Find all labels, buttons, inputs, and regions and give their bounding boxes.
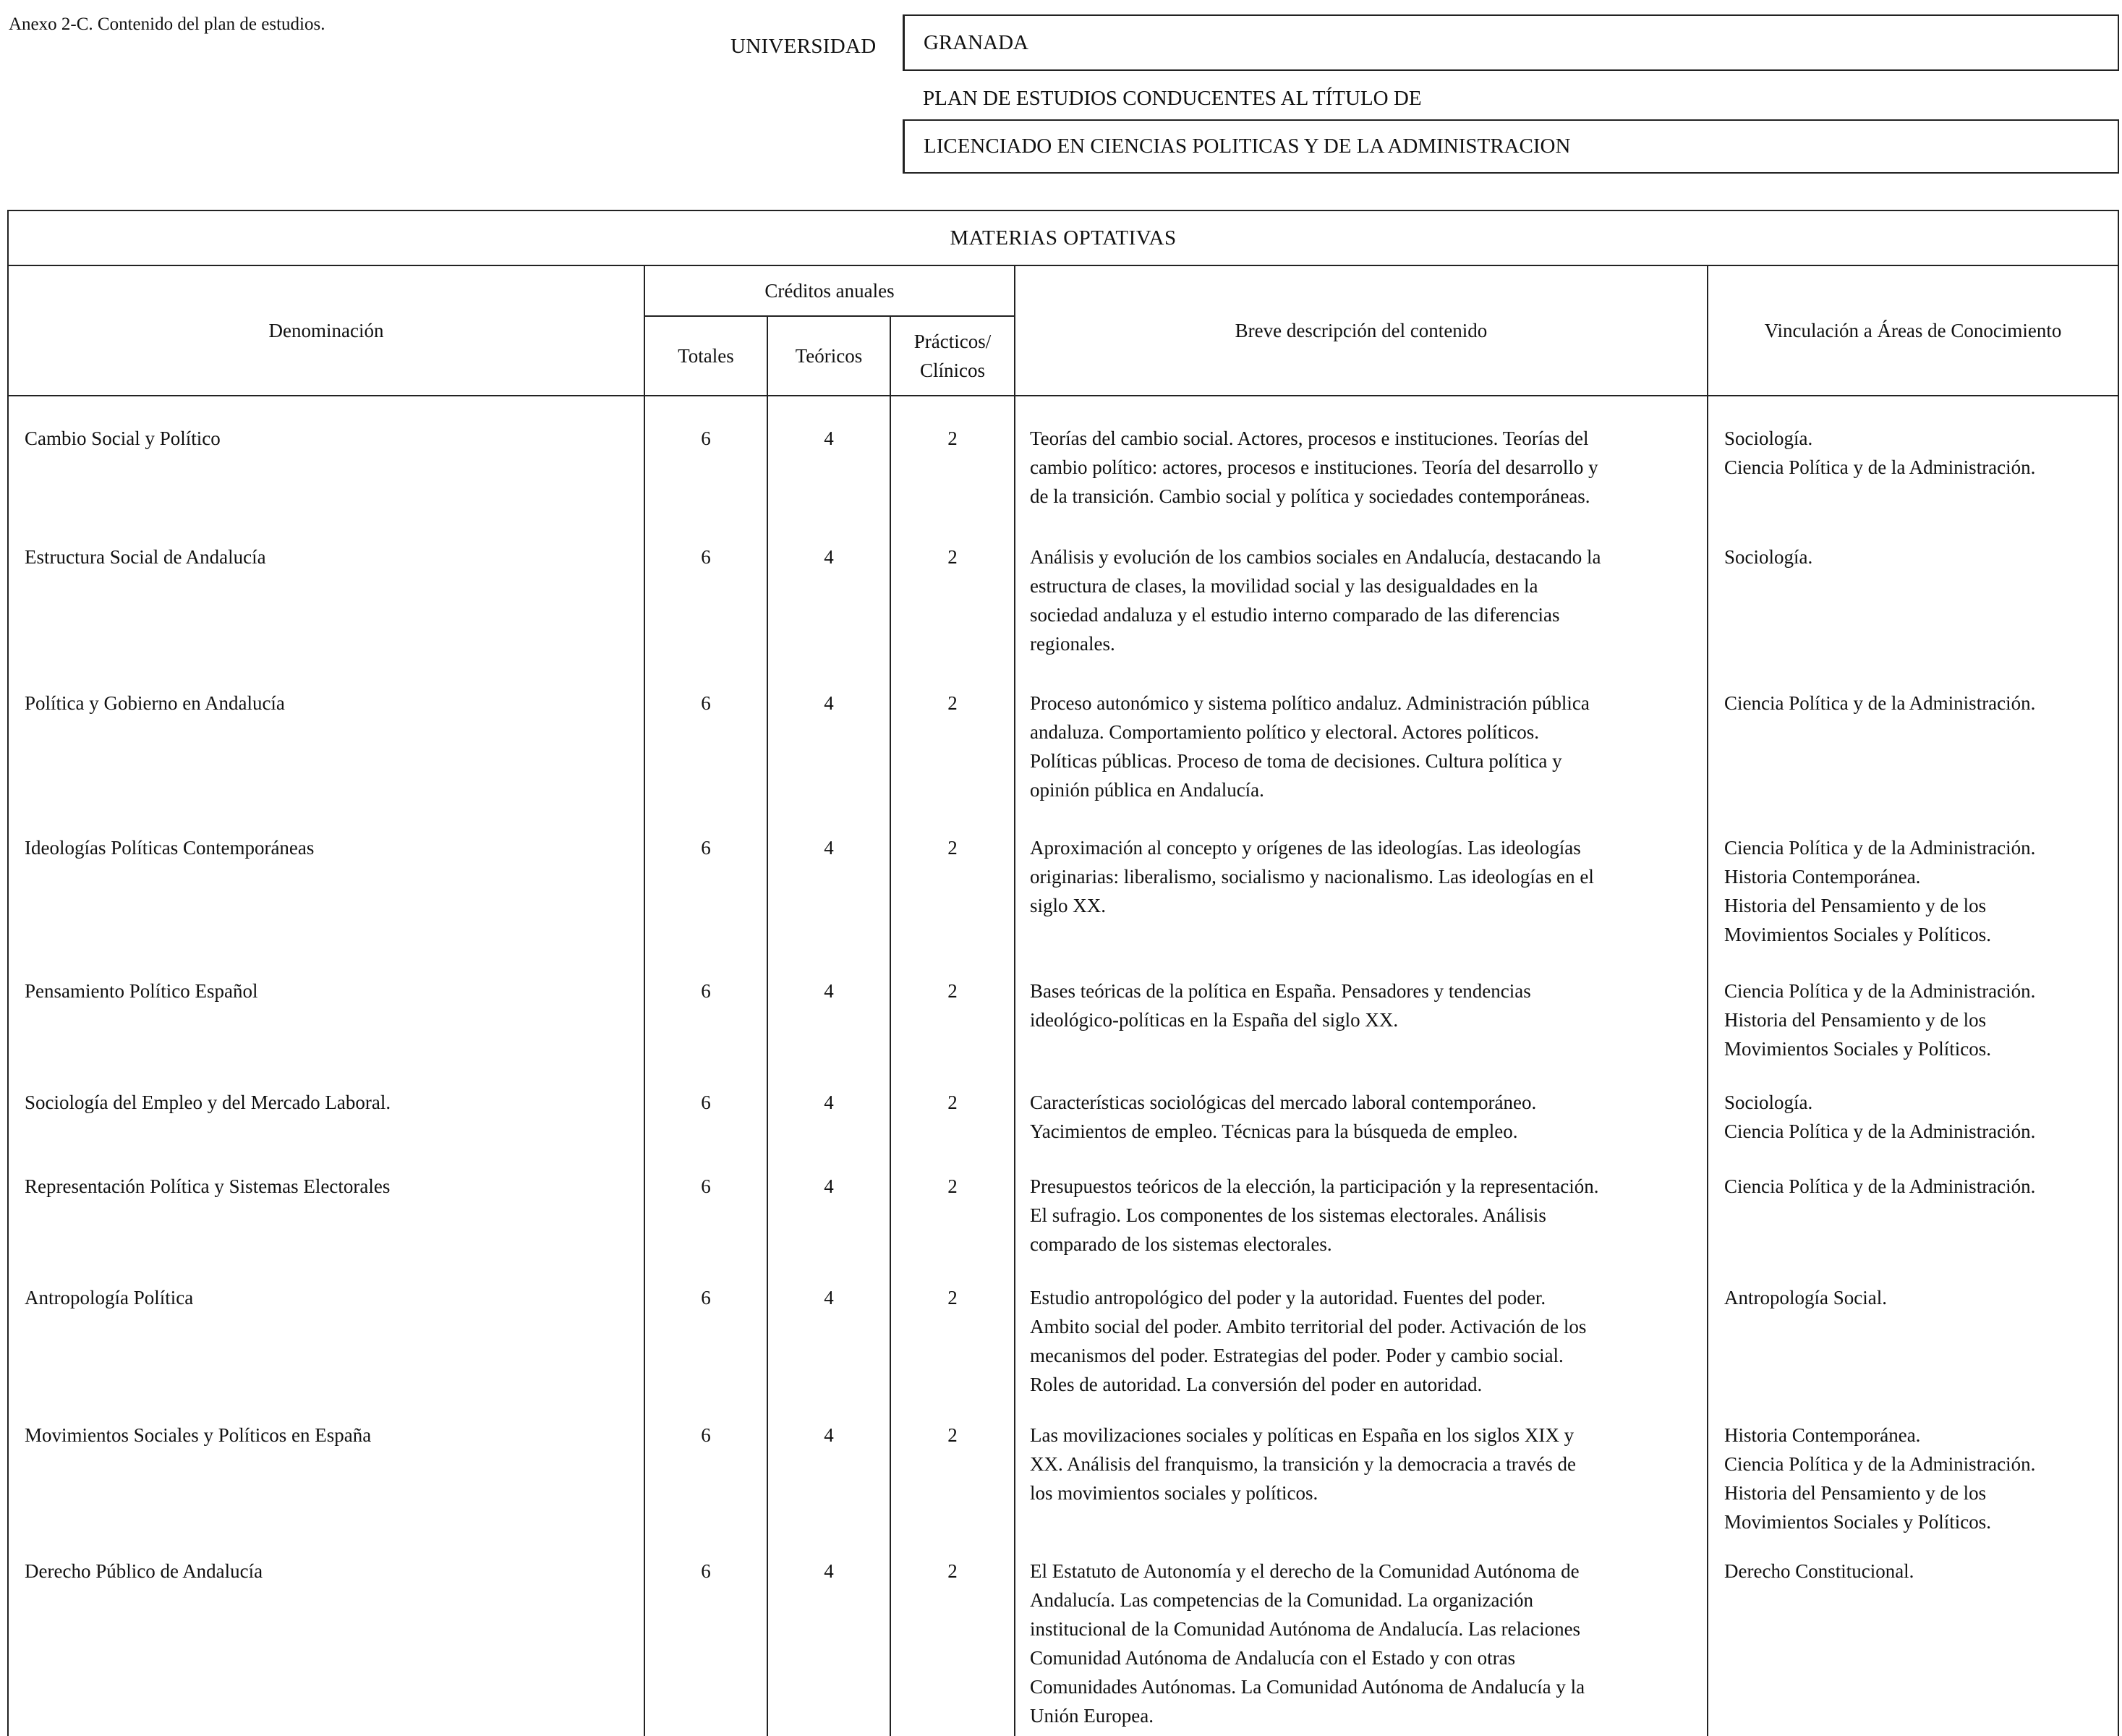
credits-practical: 2 — [890, 1548, 1015, 1736]
credits-total: 6 — [644, 1548, 767, 1736]
subject-description — [1015, 1157, 1708, 1270]
knowledge-area: Historia del Pensamiento y de los — [1724, 895, 1987, 916]
university-label: UNIVERSIDAD — [730, 35, 877, 58]
description-line: Estudio antropológico del poder y la autoridad. Fuentes del poder. — [1030, 1287, 1546, 1309]
description-line: El Estatuto de Autonomía y el derecho de la Comunidad Autónoma de — [1030, 1560, 1580, 1582]
description-line: Bases teóricas de la política en España. Pensadores y tendencias — [1030, 980, 1531, 1002]
subject-description — [1015, 522, 1708, 670]
subject-description — [1015, 1270, 1708, 1410]
table-row — [8, 961, 2118, 1075]
knowledge-areas — [1708, 1548, 2118, 1736]
knowledge-areas — [1708, 816, 2118, 961]
subject-name: Antropología Política — [8, 1270, 644, 1410]
subject-name: Cambio Social y Político — [8, 396, 644, 522]
description-line: cambio político: actores, procesos e instituciones. Teoría del desarrollo y — [1030, 456, 1598, 478]
col-header-total: Totales — [644, 316, 767, 396]
subject-description — [1015, 1075, 1708, 1157]
table-row — [8, 1157, 2118, 1270]
description-line: Análisis y evolución de los cambios sociales en Andalucía, destacando la — [1030, 546, 1601, 568]
description-line: Las movilizaciones sociales y políticas en España en los siglos XIX y — [1030, 1424, 1575, 1446]
knowledge-area: Movimientos Sociales y Políticos. — [1724, 924, 1991, 945]
subject-name: Pensamiento Político Español — [8, 961, 644, 1075]
knowledge-area: Movimientos Sociales y Políticos. — [1724, 1511, 1991, 1533]
subject-name: Derecho Público de Andalucía — [8, 1548, 644, 1736]
table-row — [8, 522, 2118, 670]
credits-total: 6 — [644, 816, 767, 961]
credits-total: 6 — [644, 1075, 767, 1157]
description-line: El sufragio. Los componentes de los sistemas electorales. Análisis — [1030, 1204, 1546, 1226]
subject-description — [1015, 816, 1708, 961]
description-line: de la transición. Cambio social y política y sociedades contemporáneas. — [1030, 485, 1590, 507]
description-line: opinión pública en Andalucía. — [1030, 779, 1264, 801]
description-line: institucional de la Comunidad Autónoma de Andalucía. Las relaciones — [1030, 1618, 1581, 1640]
credits-theory: 4 — [767, 1075, 890, 1157]
knowledge-areas — [1708, 670, 2118, 816]
description-line: Andalucía. Las competencias de la Comunidad. La organización — [1030, 1589, 1534, 1611]
knowledge-area: Ciencia Política y de la Administración. — [1724, 1453, 2036, 1475]
description-line: los movimientos sociales y políticos. — [1030, 1482, 1318, 1504]
description-line: Presupuestos teóricos de la elección, la participación y la representación. — [1030, 1175, 1599, 1197]
description-line: Ambito social del poder. Ambito territorial del poder. Activación de los — [1030, 1316, 1587, 1337]
description-line: siglo XX. — [1030, 895, 1107, 916]
credits-practical: 2 — [890, 1075, 1015, 1157]
credits-total: 6 — [644, 670, 767, 816]
credits-practical: 2 — [890, 816, 1015, 961]
knowledge-areas — [1708, 522, 2118, 670]
knowledge-areas — [1708, 1270, 2118, 1410]
col-header-theory: Teóricos — [767, 316, 890, 396]
description-line: Yacimientos de empleo. Técnicas para la búsqueda de empleo. — [1030, 1120, 1518, 1142]
col-header-practical — [890, 316, 1015, 396]
subject-description — [1015, 961, 1708, 1075]
credits-practical: 2 — [890, 522, 1015, 670]
table-row — [8, 670, 2118, 816]
plan-title: PLAN DE ESTUDIOS CONDUCENTES AL TÍTULO DE — [923, 87, 1422, 110]
subjects-table — [7, 210, 2119, 1736]
credits-total: 6 — [644, 1270, 767, 1410]
knowledge-area: Ciencia Política y de la Administración. — [1724, 837, 2036, 859]
subject-description — [1015, 670, 1708, 816]
knowledge-area: Ciencia Política y de la Administración. — [1724, 980, 2036, 1002]
description-line: ideológico-políticas en la España del siglo XX. — [1030, 1009, 1399, 1031]
credits-theory: 4 — [767, 1270, 890, 1410]
section-title: MATERIAS OPTATIVAS — [8, 210, 2118, 265]
knowledge-area: Ciencia Política y de la Administración. — [1724, 1175, 2036, 1197]
knowledge-area: Antropología Social. — [1724, 1287, 1887, 1309]
credits-theory: 4 — [767, 396, 890, 522]
subject-name: Movimientos Sociales y Políticos en España — [8, 1410, 644, 1548]
description-line: Teorías del cambio social. Actores, procesos e instituciones. Teorías del — [1030, 427, 1589, 449]
knowledge-area: Derecho Constitucional. — [1724, 1560, 1914, 1582]
subject-name: Estructura Social de Andalucía — [8, 522, 644, 670]
description-line: Comunidades Autónomas. La Comunidad Autónoma de Andalucía y la — [1030, 1676, 1585, 1698]
credits-practical: 2 — [890, 961, 1015, 1075]
description-line: andaluza. Comportamiento político y electoral. Actores políticos. — [1030, 721, 1540, 743]
credits-total: 6 — [644, 961, 767, 1075]
subject-name: Sociología del Empleo y del Mercado Laboral. — [8, 1075, 644, 1157]
subject-name: Representación Política y Sistemas Electorales — [8, 1157, 644, 1270]
table-row — [8, 1410, 2118, 1548]
credits-total: 6 — [644, 1410, 767, 1548]
credits-theory: 4 — [767, 522, 890, 670]
knowledge-area: Sociología. — [1724, 546, 1813, 568]
subject-name: Ideologías Políticas Contemporáneas — [8, 816, 644, 961]
credits-theory: 4 — [767, 816, 890, 961]
credits-practical: 2 — [890, 396, 1015, 522]
description-line: sociedad andaluza y el estudio interno comparado de las diferencias — [1030, 604, 1560, 626]
description-line: mecanismos del poder. Estrategias del poder. Poder y cambio social. — [1030, 1345, 1564, 1366]
knowledge-areas — [1708, 396, 2118, 522]
knowledge-area: Historia Contemporánea. — [1724, 1424, 1921, 1446]
description-line: Características sociológicas del mercado laboral contemporáneo. — [1030, 1092, 1537, 1113]
col-header-areas: Vinculación a Áreas de Conocimiento — [1708, 265, 2118, 396]
col-header-description: Breve descripción del contenido — [1015, 265, 1708, 396]
col-header-practical-line2: Clínicos — [919, 359, 985, 381]
col-header-practical-line1: Prácticos/ — [913, 331, 992, 352]
description-line: Proceso autonómico y sistema político andaluz. Administración pública — [1030, 692, 1590, 714]
description-line: Unión Europea. — [1030, 1705, 1154, 1727]
table-row — [8, 1270, 2118, 1410]
knowledge-areas — [1708, 961, 2118, 1075]
knowledge-area: Historia del Pensamiento y de los — [1724, 1009, 1987, 1031]
credits-practical: 2 — [890, 1157, 1015, 1270]
annex-title: Anexo 2-C. Contenido del plan de estudios. — [9, 14, 325, 34]
knowledge-areas — [1708, 1410, 2118, 1548]
subject-description — [1015, 396, 1708, 522]
description-line: Políticas públicas. Proceso de toma de decisiones. Cultura política y — [1030, 750, 1562, 772]
knowledge-area: Sociología. — [1724, 1092, 1813, 1113]
knowledge-area: Historia Contemporánea. — [1724, 866, 1921, 888]
credits-practical: 2 — [890, 1270, 1015, 1410]
description-line: originarias: liberalismo, socialismo y nacionalismo. Las ideologías en el — [1030, 866, 1594, 888]
credits-theory: 4 — [767, 670, 890, 816]
description-line: XX. Análisis del franquismo, la transición y la democracia a través de — [1030, 1453, 1577, 1475]
credits-total: 6 — [644, 1157, 767, 1270]
table-row — [8, 1548, 2118, 1736]
table-row — [8, 816, 2118, 961]
subject-description — [1015, 1548, 1708, 1736]
degree-value: LICENCIADO EN CIENCIAS POLITICAS Y DE LA ADMINISTRACION — [924, 135, 1571, 158]
table-row — [8, 396, 2118, 522]
credits-theory: 4 — [767, 1548, 890, 1736]
description-line: comparado de los sistemas electorales. — [1030, 1233, 1332, 1255]
credits-total: 6 — [644, 522, 767, 670]
description-line: estructura de clases, la movilidad social y las desigualdades en la — [1030, 575, 1538, 597]
credits-practical: 2 — [890, 670, 1015, 816]
knowledge-areas — [1708, 1075, 2118, 1157]
degree-box — [903, 119, 2119, 174]
subject-name: Política y Gobierno en Andalucía — [8, 670, 644, 816]
description-line: Comunidad Autónoma de Andalucía con el Estado y con otras — [1030, 1647, 1516, 1669]
knowledge-area: Sociología. — [1724, 427, 1813, 449]
col-header-credits: Créditos anuales — [644, 265, 1015, 316]
credits-theory: 4 — [767, 1157, 890, 1270]
credits-theory: 4 — [767, 961, 890, 1075]
university-value: GRANADA — [924, 30, 1028, 54]
knowledge-areas — [1708, 1157, 2118, 1270]
description-line: Roles de autoridad. La conversión del poder en autoridad. — [1030, 1374, 1483, 1395]
knowledge-area: Historia del Pensamiento y de los — [1724, 1482, 1987, 1504]
university-box — [903, 14, 2119, 71]
credits-total: 6 — [644, 396, 767, 522]
knowledge-area: Ciencia Política y de la Administración. — [1724, 1120, 2036, 1142]
subject-description — [1015, 1410, 1708, 1548]
description-line: regionales. — [1030, 633, 1115, 655]
credits-practical: 2 — [890, 1410, 1015, 1548]
credits-theory: 4 — [767, 1410, 890, 1548]
knowledge-area: Ciencia Política y de la Administración. — [1724, 456, 2036, 478]
knowledge-area: Ciencia Política y de la Administración. — [1724, 692, 2036, 714]
knowledge-area: Movimientos Sociales y Políticos. — [1724, 1038, 1991, 1060]
description-line: Aproximación al concepto y orígenes de las ideologías. Las ideologías — [1030, 837, 1581, 859]
table-row — [8, 1075, 2118, 1157]
col-header-name: Denominación — [8, 265, 644, 396]
